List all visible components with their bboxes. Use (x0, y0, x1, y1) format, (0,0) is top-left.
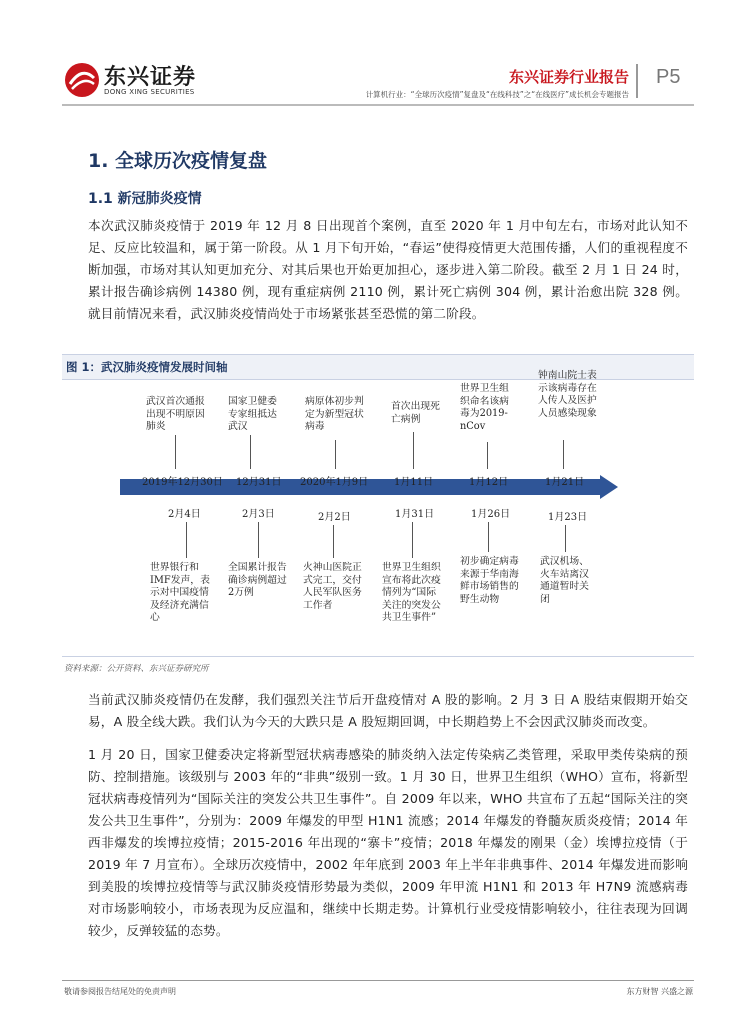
paragraph-3: 1 月 20 日，国家卫健委决定将新型冠状病毒感染的肺炎纳入法定传染病乙类管理，采取甲类传染病的预防、控制措施。该级别与 2003 年的“非典”级别一致。1 月 30 日，世界卫生组织（WHO）宣布，将新型冠状病毒疫情列为“国际关注的突发公共卫生事件”。自 2009 年以来，WHO 共宣布了五起“国际关注的突发公共卫生事件”，分别为：2009 年爆发的甲型 H1N1 流感；2014 年爆发的脊髓灰质炎疫情；2014 年西非爆发的埃博拉疫情；2015-2016 年出现的“寨卡”疫情；2018 年爆发的刚果（金）埃博拉疫情（于 2019 年 7 月宣布）。全球历次疫情中，2002 年年底到 2003 年上半年非典事件、2014 年爆发进而影响到美股的埃博拉疫情等与武汉肺炎疫情形势最为类似，2009 年甲流 H1N1 和 2013 年 H7N9 流感病毒对市场影响较小，市场表现为反应温和，继续中长期走势。计算机行业受疫情影响较小，往往表现为回调较少，反弹较猛的态势。 (88, 747, 688, 938)
paragraph-2: 当前武汉肺炎疫情仍在发酵，我们强烈关注节后开盘疫情对 A 股的影响。2 月 3 日 A 股结束假期开始交易，A 股全线大跌。我们认为今天的大跌只是 A 股短期回调，中长期趋势上不会因武汉肺炎而改变。 (88, 692, 688, 729)
figure-title: 图 1：武汉肺炎疫情发展时间轴 (66, 360, 228, 374)
timeline-event-bottom-4: 世界卫生组织宣布将此次疫情列为“国际关注的突发公共卫生事件” (382, 562, 441, 623)
timeline-event-top-2: 国家卫健委专家组抵达武汉 (228, 396, 277, 432)
timeline-event-bottom-5: 初步确定病毒来源于华南海鲜市场销售的野生动物 (460, 556, 519, 605)
timeline-date-bottom-3: 2月2日 (318, 512, 351, 523)
timeline-event-top-4: 首次出现死亡病例 (391, 401, 440, 425)
timeline-connector (335, 440, 336, 469)
timeline-date-top-3: 2020年1月9日 (300, 477, 369, 488)
footer-disclaimer: 敬请参阅报告结尾处的免责声明 (64, 987, 176, 996)
timeline-date-top-4: 1月11日 (394, 477, 434, 488)
timeline-event-bottom-1: 世界银行和IMF发声，表示对中国疫情及经济充满信心 (150, 562, 210, 623)
timeline-event-top-6: 钟南山院士表示该病毒存在人传人及医护人员感染现象 (538, 370, 597, 419)
paragraph-1: 本次武汉肺炎疫情于 2019 年 12 月 8 日出现首个案例，直至 2020 年 1 月中旬左右，市场对此认知不足、反应比较温和，属于第一阶段。从 1 月下旬开始，“春运”使得疫情更大范围传播，人们的重视程度不断加强，市场对其认知更加充分、对其后果也开始更加担心，逐步进入第二阶段。截至 2 月 1 日 24 时，累计报告确诊病例 14380 例，现有重症病例 2110 例，累计死亡病例 304 例，累计治愈出院 328 例。就目前情况来看，武汉肺炎疫情尚处于市场紧张甚至恐慌的第二阶段。 (88, 218, 688, 321)
report-subtitle: 计算机行业：“全球历次疫情”复盘及“在线科技”之“在线医疗”成长机会专题报告 (365, 90, 629, 99)
report-title: 东兴证券行业报告 (508, 68, 629, 86)
timeline-connector (186, 522, 187, 558)
timeline-arrow-icon (600, 475, 618, 499)
timeline-connector (487, 442, 488, 469)
timeline-connector (258, 522, 259, 558)
timeline-connector (413, 432, 414, 469)
timeline-event-top-3: 病原体初步判定为新型冠状病毒 (305, 396, 364, 432)
page-number: P5 (656, 66, 681, 88)
footer-rule (62, 980, 694, 981)
timeline-event-bottom-2: 全国累计报告确诊病例超过2万例 (228, 562, 287, 598)
subsection-heading: 1.1 新冠肺炎疫情 (88, 191, 202, 207)
logo-name: 东兴证券 (104, 65, 197, 90)
timeline-date-top-2: 12月31日 (236, 477, 282, 488)
timeline-connector (333, 525, 334, 558)
timeline-date-top-6: 1月21日 (545, 477, 585, 488)
header-divider (636, 64, 638, 98)
company-logo (64, 58, 244, 102)
timeline-date-top-1: 2019年12月30日 (142, 477, 223, 488)
timeline-date-bottom-4: 1月31日 (395, 509, 435, 520)
timeline-event-top-1: 武汉首次通报出现不明原因肺炎 (146, 396, 205, 432)
timeline-date-bottom-1: 2月4日 (168, 509, 201, 520)
timeline-connector (563, 440, 564, 469)
timeline-date-bottom-6: 1月23日 (548, 512, 588, 523)
timeline-date-bottom-2: 2月3日 (242, 509, 275, 520)
timeline-connector (488, 522, 489, 552)
dongxing-logo-icon (64, 62, 100, 98)
header-rule (62, 104, 694, 106)
timeline-date-bottom-5: 1月26日 (471, 509, 511, 520)
timeline-event-top-5: 世界卫生组织命名该病毒为2019-nCov (460, 383, 509, 432)
footer-slogan: 东方财智 兴盛之源 (626, 987, 693, 996)
section-heading: 1. 全球历次疫情复盘 (88, 150, 268, 172)
timeline-date-top-5: 1月12日 (469, 477, 509, 488)
logo-sub: DONG XING SECURITIES (104, 88, 195, 96)
timeline-connector (250, 435, 251, 469)
figure-bottom-rule (62, 656, 694, 657)
timeline-connector (565, 525, 566, 552)
timeline-connector (412, 522, 413, 558)
timeline-connector (175, 435, 176, 469)
timeline-event-bottom-6: 武汉机场、火车站离汉通道暂时关闭 (540, 556, 589, 605)
figure-source: 资料来源：公开资料、东兴证券研究所 (64, 664, 209, 674)
timeline-event-bottom-3: 火神山医院正式完工，交付人民军队医务工作者 (303, 562, 362, 611)
